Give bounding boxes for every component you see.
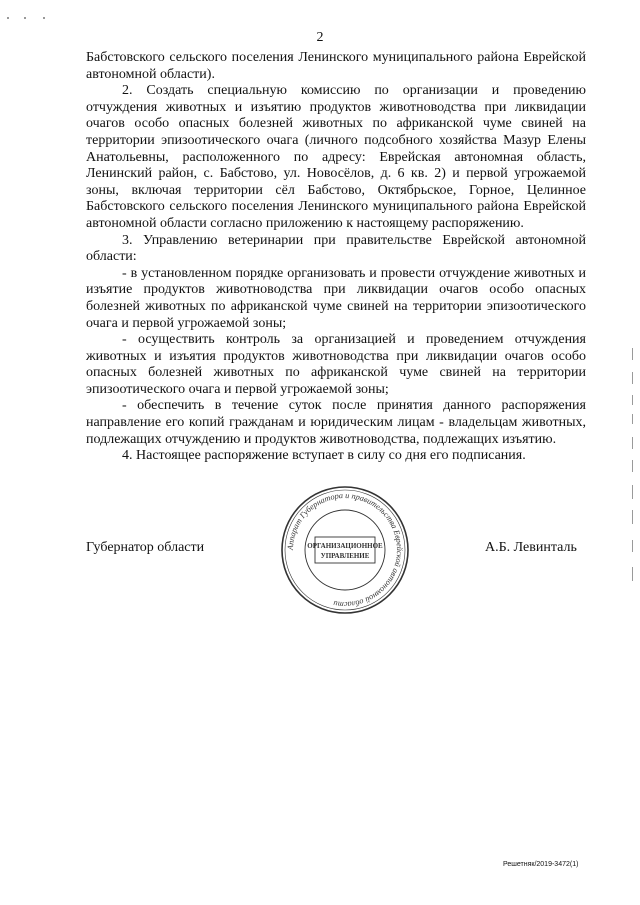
paragraph-sub-3: - обеспечить в течение суток после принятия данного распоряжения направление его копий гражданам и юридическим лицам - владельцам животных, подлежащих отчуждению и продуктов животноводства, подлежащих изъятию.	[86, 398, 586, 447]
signatory-name: А.Б. Левинталь	[485, 540, 577, 555]
seal-center-line1: ОРГАНИЗАЦИОННОЕ	[307, 542, 383, 550]
paragraph-item-3: 3. Управлению ветеринарии при правительстве Еврейской автономной области:	[86, 232, 586, 265]
paragraph-continuation: Бабстовского сельского поселения Ленинского муниципального района Еврейской автономной области).	[86, 50, 586, 82]
scan-margin-mark	[632, 395, 633, 405]
official-seal	[278, 483, 412, 617]
scan-margin-mark	[632, 567, 633, 581]
document-body	[86, 50, 586, 465]
seal-ring-text: Аппарат Губернатора и правительства Еврейской автономной области	[285, 490, 405, 610]
scan-margin-mark	[632, 372, 633, 384]
scan-margin-mark	[632, 460, 633, 472]
seal-center-line2: УПРАВЛЕНИЕ	[320, 552, 370, 560]
scan-dot	[43, 17, 45, 19]
paragraph-sub-2: - осуществить контроль за организацией и проведением отчуждения животных и изъятия продуктов животноводства при ликвидации очагов особо опасных болезней животных по африканской чуме свиней на территории эпизоотического очага и первой угрожаемой зоны;	[86, 332, 586, 397]
scan-margin-mark	[632, 510, 633, 524]
scan-margin-mark	[632, 437, 633, 449]
scan-dot	[24, 17, 26, 19]
svg-text:Аппарат Губернатора и правител	[286, 491, 404, 609]
paragraph-item-4: 4. Настоящее распоряжение вступает в силу со дня его подписания.	[122, 448, 526, 464]
signatory-title: Губернатор области	[86, 540, 205, 555]
paragraph-item-2: 2. Создать специальную комиссию по организации и проведению отчуждения животных и изъятию продуктов животноводства при ликвидации очагов особо опасных болезней животных по африканской чуме свиней на территории эпизоотического очага (личного подсобного хозяйства Мазур Елены Анатольевны, расположенного по адресу: Еврейская автономная область, Ленинский район, с. Бабстово, ул. Новосёлов, д. 6 кв. 2) и первой угрожаемой зоны, включая территории сёл Бабстово, Октябрьское, Горное, Целинное Бабстовского сельского поселения Ленинского муниципального района Еврейской автономной области согласно приложению к настоящему распоряжению.	[86, 83, 586, 231]
paragraph-sub-1: - в установленном порядке организовать и провести отчуждение животных и изъятие продуктов животноводства при ликвидации очагов особо опасных болезней животных по африканской чуме свиней на территории эпизоотического очага и первой угрожаемой зоны;	[86, 265, 586, 331]
scan-margin-mark	[632, 540, 633, 552]
scan-dot	[7, 17, 9, 19]
document-code: Решетняк/2019-3472(1)	[503, 861, 579, 868]
scan-margin-mark	[632, 348, 633, 360]
scan-margin-mark	[632, 485, 633, 499]
page-number: 2	[316, 30, 324, 45]
scan-margin-mark	[632, 414, 633, 424]
